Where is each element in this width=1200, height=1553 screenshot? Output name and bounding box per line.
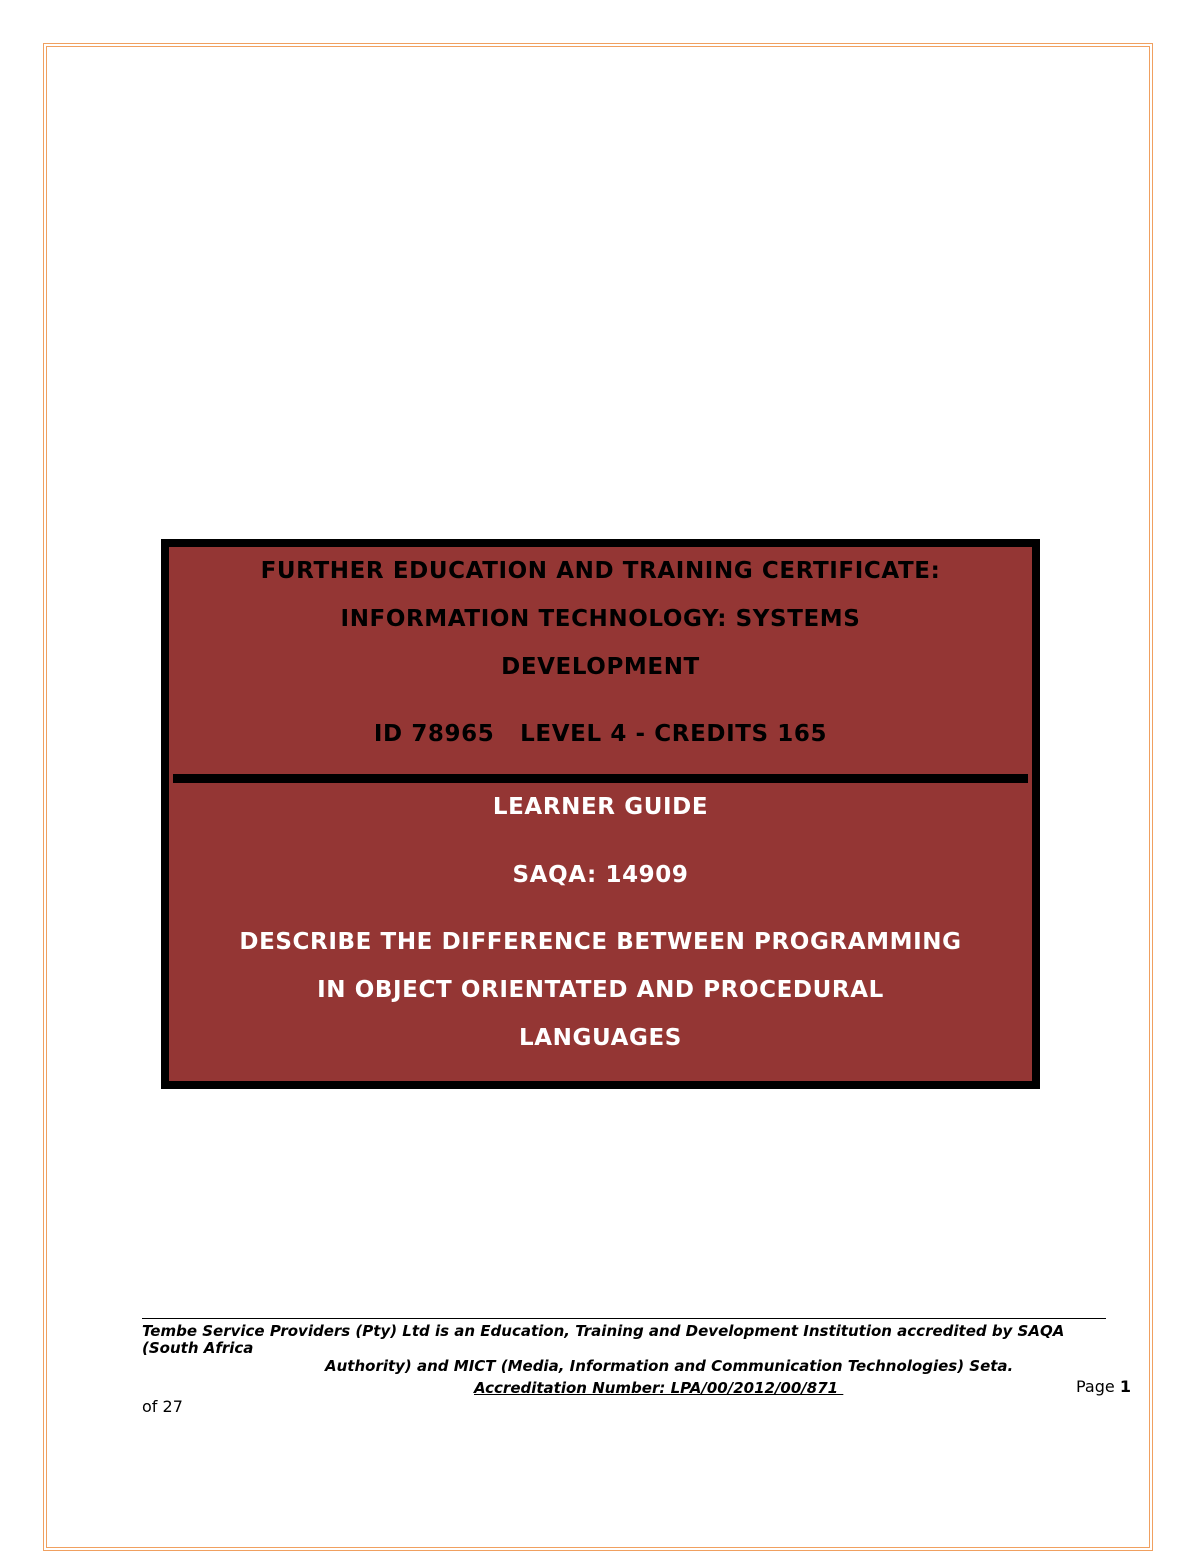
page-total: of 27 — [142, 1397, 183, 1416]
footer-line-2: (South Africa — [142, 1339, 254, 1357]
footer-line-3: Authority) and MICT (Media, Information and Communication Technologies) Seta. — [325, 1357, 1014, 1375]
certificate-line-3: DEVELOPMENT — [501, 654, 700, 680]
cover-title-box-fill — [169, 547, 1032, 1081]
accreditation-number: Accreditation Number: LPA/00/2012/00/871 — [474, 1379, 844, 1397]
unit-title-line-1: DESCRIBE THE DIFFERENCE BETWEEN PROGRAMMING — [239, 929, 962, 955]
page-number-value: 1 — [1119, 1377, 1131, 1396]
certificate-line-1: FURTHER EDUCATION AND TRAINING CERTIFICATE: — [260, 558, 941, 584]
learner-guide-label: LEARNER GUIDE — [492, 794, 709, 820]
footer-rule — [142, 1318, 1106, 1319]
unit-title-line-3: LANGUAGES — [519, 1025, 682, 1051]
cover-title-box — [161, 539, 1040, 1089]
saqa-label: SAQA: 14909 — [512, 862, 689, 888]
footer-line-1: Tembe Service Providers (Pty) Ltd is an Education, Training and Development Institution accredited by SAQA — [142, 1322, 1065, 1340]
unit-title-line-2: IN OBJECT ORIENTATED AND PROCEDURAL — [317, 977, 884, 1003]
certificate-section — [169, 547, 1032, 773]
qualification-line: ID 78965 LEVEL 4 - CREDITS 165 — [373, 721, 828, 747]
section-divider — [173, 774, 1028, 783]
page-prefix: Page — [1076, 1377, 1120, 1396]
certificate-line-2: INFORMATION TECHNOLOGY: SYSTEMS — [340, 606, 861, 632]
page-number — [1076, 1377, 1131, 1396]
